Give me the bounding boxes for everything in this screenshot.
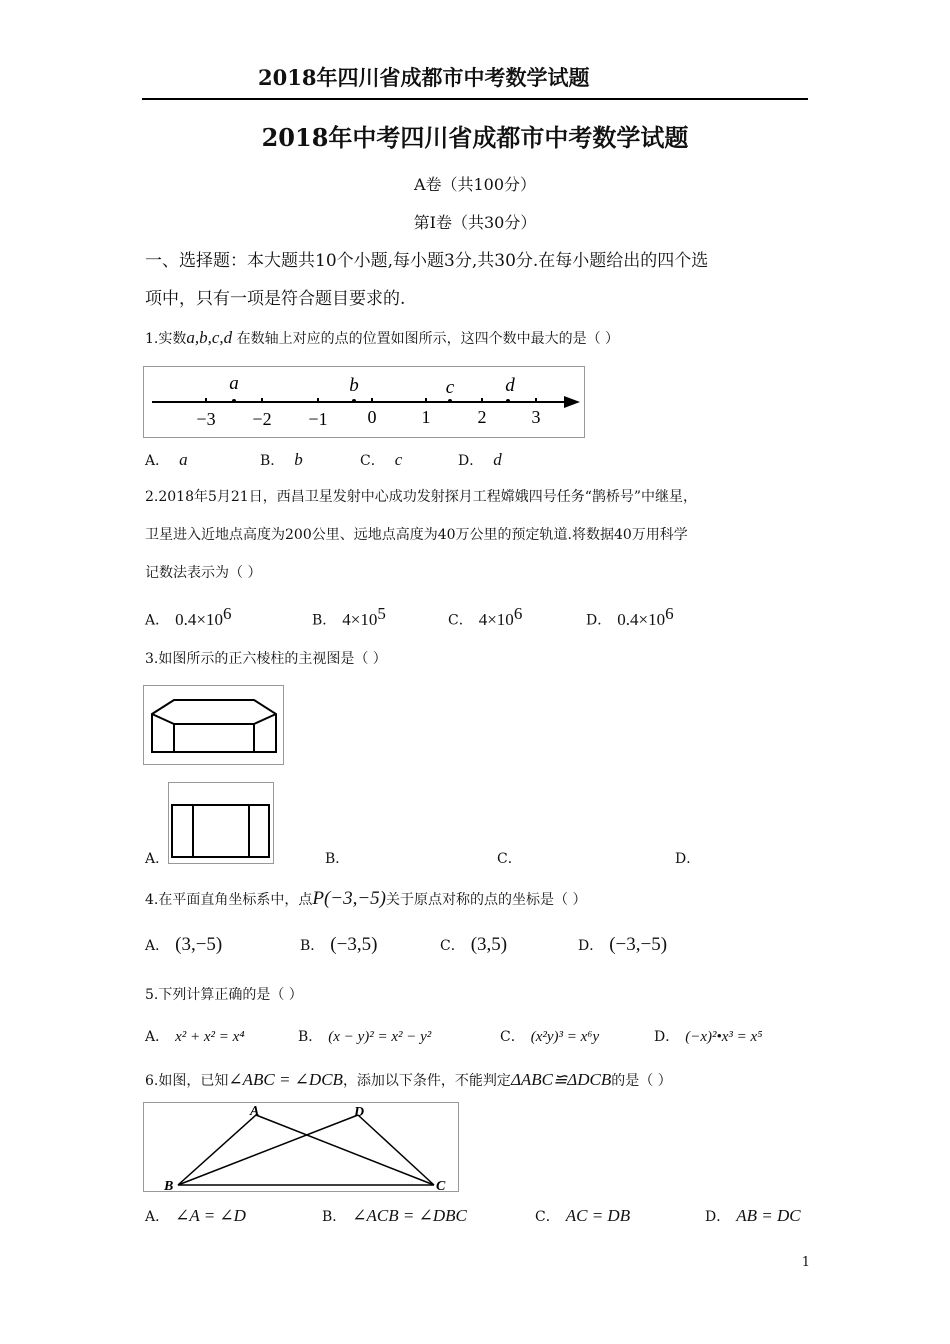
q3-option-d[interactable]: D． <box>675 851 701 867</box>
q6-given: ∠ABC = ∠DCB <box>228 1070 343 1089</box>
vertex-label: C <box>436 1179 446 1191</box>
q3-prism-figure <box>143 685 284 765</box>
q3-stem: 3.如图所示的正六棱柱的主视图是（ ） <box>145 651 387 667</box>
q5-option-d[interactable]: D． (−x)²•x³ = x⁵ <box>654 1029 763 1045</box>
q4-option-d[interactable]: D． (−3,−5) <box>578 934 668 955</box>
point-label: c <box>445 377 455 398</box>
q4-option-c[interactable]: C． (3,5) <box>440 934 508 955</box>
q3-option-a-figure <box>168 782 274 864</box>
q2-line3: 记数法表示为（ ） <box>145 565 262 581</box>
q1-stem <box>145 328 619 348</box>
volume-label: A卷（共100分） <box>413 175 537 194</box>
point-label: a <box>229 373 239 394</box>
tick-label: 1 <box>421 407 431 427</box>
q1-option-d[interactable]: D． d <box>458 450 502 469</box>
tick-label: 3 <box>531 407 541 427</box>
number-line-svg <box>144 367 584 437</box>
header-rule <box>142 98 808 100</box>
vertex-label: A <box>250 1104 260 1119</box>
q4-stem: 4.在平面直角坐标系中，点P(−3,−5)关于原点对称的点的坐标是（ ） <box>145 888 587 909</box>
page-number: 1 <box>801 1255 810 1270</box>
q1-number-line-figure <box>143 366 585 438</box>
q6-stem: 6.如图，已知∠ABC = ∠DCB，添加以下条件，不能判定ΔABC≌ΔDCB的是（ ） <box>145 1070 672 1089</box>
q4-point: P(−3,−5) <box>312 888 387 909</box>
q2-line1: 2.2018年5月21日，西昌卫星发射中心成功发射探月工程嫦娥四号任务“鹊桥号”中继星， <box>145 489 698 505</box>
arrow-icon <box>564 396 580 408</box>
q1-suffix: 在数轴上对应的点的位置如图所示，这四个数中最大的是（ ） <box>236 331 620 347</box>
q5-option-a[interactable]: A． x² + x² = x⁴ <box>145 1029 245 1045</box>
q2-option-c[interactable]: C． $4\times 10^6$ <box>448 604 523 629</box>
q1-option-a[interactable]: A． a <box>145 450 188 469</box>
tick-label: −1 <box>308 409 328 429</box>
q3-option-b[interactable]: B． <box>325 851 350 867</box>
q1-option-c[interactable]: C． c <box>360 450 403 469</box>
q2-option-a[interactable]: A． $0.4\times 10^6$ <box>145 604 232 629</box>
q3-option-a[interactable]: A． <box>145 851 170 867</box>
tick-label: 2 <box>477 407 487 427</box>
q2-option-d[interactable]: D． $0.4\times 10^6$ <box>586 604 674 629</box>
q6-triangle-figure <box>143 1102 459 1192</box>
q6-option-c[interactable]: C． AC = DB <box>535 1206 631 1225</box>
tick-label: −3 <box>196 409 216 429</box>
q1-prefix: 1.实数 <box>145 331 187 347</box>
vertex-label: D <box>354 1105 365 1120</box>
section-instructions-line2: 项中，只有一项是符合题目要求的. <box>145 289 406 309</box>
q5-option-b[interactable]: B． (x − y)² = x² − y² <box>298 1029 432 1045</box>
tick-label: 0 <box>367 407 377 427</box>
q5-stem: 5.下列计算正确的是（ ） <box>145 987 303 1003</box>
point-label: b <box>349 375 359 396</box>
section-instructions-line1: 一、选择题：本大题共10个小题,每小题3分,共30分.在每小题给出的四个选 <box>145 251 709 271</box>
tick-label: −2 <box>252 409 272 429</box>
q2-option-b[interactable]: B． $4\times 10^5$ <box>312 604 386 629</box>
q5-option-c[interactable]: C． (x²y)³ = x⁶y <box>500 1029 600 1045</box>
q3-option-c[interactable]: C． <box>497 851 522 867</box>
q6-option-a[interactable]: A． ∠A = ∠D <box>145 1206 246 1225</box>
q4-option-b[interactable]: B． (−3,5) <box>300 934 378 955</box>
page-header: 2018年四川省成都市中考数学试题 <box>258 65 590 90</box>
q6-option-d[interactable]: D． AB = DC <box>705 1206 801 1225</box>
q1-option-b[interactable]: B． b <box>260 450 303 469</box>
q6-congruence: ΔABC≌ΔDCB <box>510 1070 612 1089</box>
point-label: d <box>505 375 515 396</box>
q6-option-b[interactable]: B． ∠ACB = ∠DBC <box>322 1206 467 1225</box>
part-label: 第Ⅰ卷（共30分） <box>413 213 537 232</box>
q4-option-a[interactable]: A． (3,−5) <box>145 934 223 955</box>
q1-vars: a,b,c,d <box>186 328 233 347</box>
q2-line2: 卫星进入近地点高度为200公里、远地点高度为40万公里的预定轨道.将数据40万用科学 <box>145 527 688 543</box>
vertex-label: B <box>164 1179 174 1191</box>
paper-title: 2018年中考四川省成都市中考数学试题 <box>261 123 689 152</box>
